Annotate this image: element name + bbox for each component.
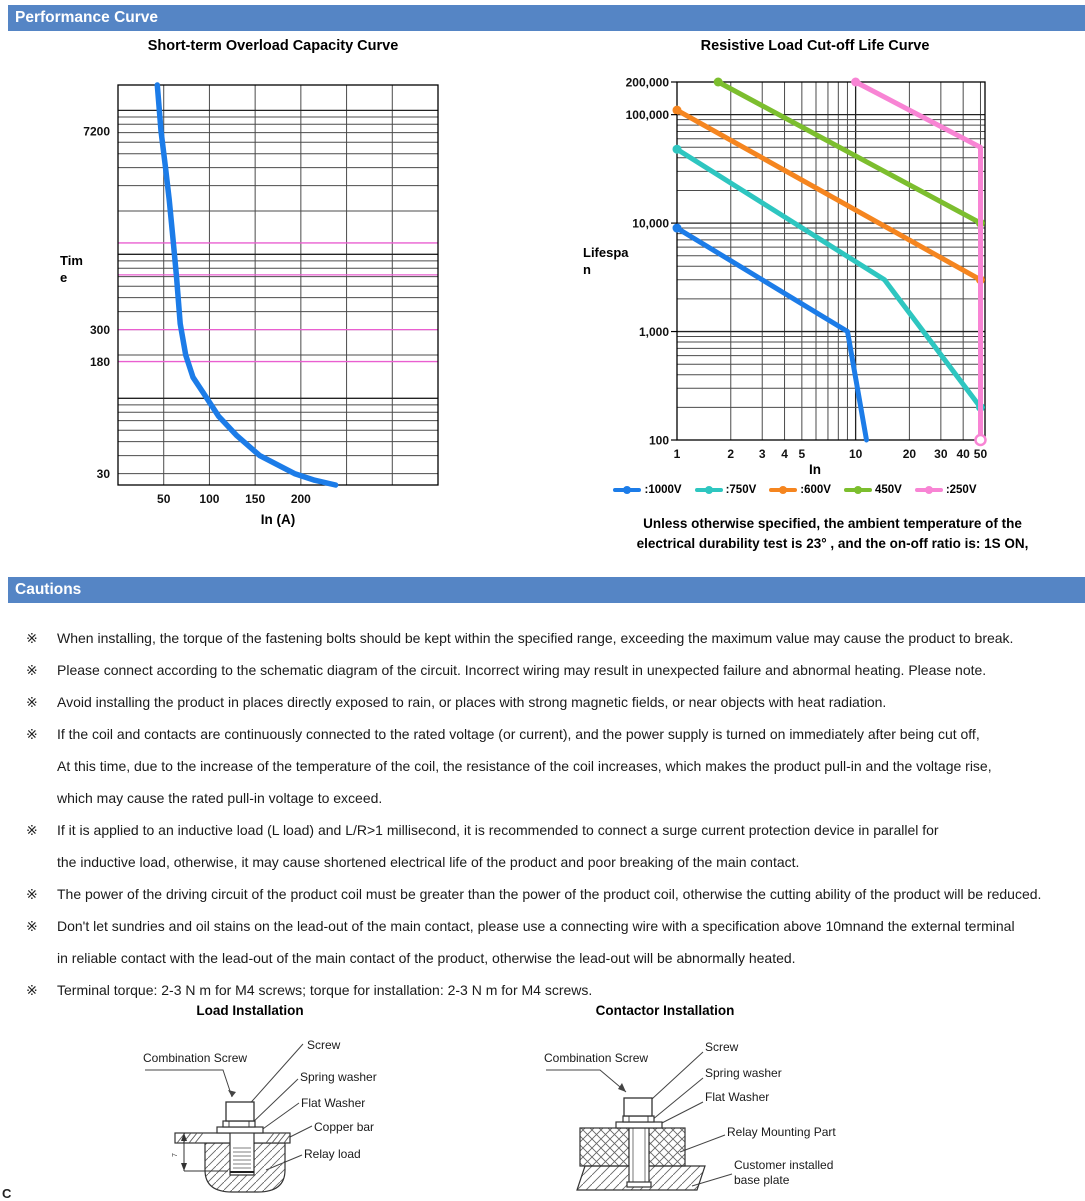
- overload-y-axis-label: Tim e: [60, 253, 83, 285]
- mounting-block-right: [648, 1128, 685, 1166]
- legend-label-450V: 450V: [874, 484, 902, 496]
- legend-item-600V: [769, 484, 831, 496]
- legend-item-450V: [844, 484, 902, 496]
- contactor-screw-head-shape: [624, 1098, 652, 1116]
- y-tick-label: 100: [648, 433, 669, 448]
- contactor-screw-label: Screw: [705, 1040, 739, 1054]
- legend-dot: [925, 486, 933, 494]
- load-combination-screw-label: Combination Screw: [143, 1051, 248, 1065]
- caution-row-6: [18, 782, 1080, 814]
- contactor-relay-mounting-part-label: Relay Mounting Part: [727, 1125, 836, 1139]
- caution-row-9: [18, 878, 1080, 910]
- load-installation-title: Load Installation: [196, 1003, 304, 1018]
- cautions-section-title: Cautions: [15, 581, 82, 598]
- life-chart-legend: [560, 484, 1030, 496]
- legend-marker-750V: [695, 484, 723, 496]
- performance-curve-section-title: Performance Curve: [15, 9, 159, 26]
- caution-row-4: [18, 718, 1080, 750]
- caution-marker: ※: [26, 725, 38, 742]
- caution-row-3: [18, 686, 1080, 718]
- legend-dot: [854, 486, 862, 494]
- caution-text: which may cause the rated pull-in voltage to exceed.: [57, 790, 383, 806]
- life-x-axis-label: In: [809, 462, 821, 477]
- caution-row-11: [18, 942, 1080, 974]
- x-tick-label: 150: [245, 492, 266, 506]
- caution-marker: ※: [26, 885, 38, 902]
- caution-marker: ※: [26, 661, 38, 678]
- life-y-axis-label: Lifespa n: [583, 245, 629, 277]
- series-600V-start-marker: [673, 106, 682, 115]
- contactor-customer-installed-label-line2: base plate: [734, 1173, 790, 1187]
- caution-row-7: [18, 814, 1080, 846]
- load-installation-diagram: [120, 1022, 460, 1201]
- load-relay-load-label: Relay load: [304, 1147, 361, 1161]
- x-tick-label: 1: [673, 447, 681, 461]
- series-250V-start-marker: [851, 78, 860, 87]
- legend-label-600V: :600V: [800, 484, 831, 496]
- caution-row-1: [18, 622, 1080, 654]
- durability-note: [560, 514, 1085, 554]
- performance-curve-section-header: [8, 5, 1085, 31]
- legend-marker-250V: [915, 484, 943, 496]
- series-1000V-start-marker: [673, 224, 682, 233]
- screw-head-shape: [226, 1102, 254, 1121]
- x-tick-label: 10: [848, 447, 863, 461]
- caution-row-12: [18, 974, 1080, 1006]
- y-tick-label: 7200: [83, 124, 110, 139]
- caution-marker: ※: [26, 981, 38, 998]
- x-tick-label: 20: [902, 447, 917, 461]
- life-chart: [560, 60, 1030, 490]
- caution-text: If the coil and contacts are continuously connected to the rated voltage (or current), and the power supply is turned on immediately after being cut off,: [57, 726, 980, 742]
- legend-label-1000V: :1000V: [644, 484, 682, 496]
- caution-text: Avoid installing the product in places directly exposed to rain, or places with strong magnetic fields, or near objects with heat radiation.: [57, 694, 887, 710]
- caution-row-8: [18, 846, 1080, 878]
- next-section-partial-text: C: [2, 1186, 12, 1201]
- caution-row-5: [18, 750, 1080, 782]
- x-tick-label: 4: [781, 447, 788, 461]
- caution-text: the inductive load, otherwise, it may cause shortened electrical life of the product and poor breaking of the main contact.: [57, 854, 800, 870]
- caution-marker: ※: [26, 693, 38, 710]
- combination-screw-arrowhead: [228, 1090, 236, 1097]
- contactor-installation-title: Contactor Installation: [595, 1003, 735, 1018]
- x-tick-label: 3: [758, 447, 766, 461]
- spring-washer-shape: [223, 1121, 255, 1127]
- caution-text: Please connect according to the schematic diagram of the circuit. Incorrect wiring may result in unexpected failure and abnormal heating. Please note.: [57, 662, 987, 678]
- contactor-flat-washer-label: Flat Washer: [705, 1090, 770, 1104]
- durability-note-line2: electrical durability test is 23° , and the on-off ratio is: 1S ON,: [636, 536, 1029, 551]
- contactor-flat-washer-shape: [616, 1122, 662, 1128]
- plot-background: [118, 85, 438, 485]
- caution-text: The power of the driving circuit of the product coil must be greater than the power of the product coil, otherwise the cutting ability of the product will be reduced.: [57, 886, 1042, 902]
- legend-dot: [623, 486, 631, 494]
- contactor-combination-screw-label: Combination Screw: [544, 1051, 649, 1065]
- legend-label-750V: :750V: [725, 484, 757, 496]
- caution-text: If it is applied to an inductive load (L load) and L/R>1 millisecond, it is recommended to connect a surge current protection device in parallel for: [57, 822, 939, 838]
- x-tick-label: 2: [727, 447, 735, 461]
- caution-text: in reliable contact with the lead-out of the main contact of the product, otherwise the lead-out will be abnormally heated.: [57, 950, 796, 966]
- caution-row-2: [18, 654, 1080, 686]
- series-450V-start-marker: [714, 78, 723, 87]
- x-tick-label: 40: [956, 447, 970, 461]
- x-tick-label: 100: [199, 492, 220, 506]
- bolt-shaft: [230, 1132, 254, 1175]
- contactor-spring-washer-label: Spring washer: [705, 1066, 782, 1080]
- cautions-list: [18, 622, 1080, 1006]
- caution-text: When installing, the torque of the fastening bolts should be kept within the specified range, exceeding the maximum value may cause the product to break.: [57, 630, 1014, 646]
- legend-item-250V: [915, 484, 977, 496]
- dimension-label: 7: [172, 1153, 179, 1157]
- y-tick-label: 200,000: [625, 75, 669, 90]
- x-tick-label: 30: [934, 447, 948, 461]
- series-250V-end-marker: [975, 435, 985, 445]
- legend-marker-450V: [844, 484, 872, 496]
- load-flat-washer-label: Flat Washer: [301, 1096, 366, 1110]
- overload-chart-title: Short-term Overload Capacity Curve: [147, 38, 399, 54]
- contactor-spring-washer-shape: [623, 1116, 654, 1122]
- legend-marker-600V: [769, 484, 797, 496]
- overload-chart: [40, 60, 470, 530]
- dimension-arrow-bottom: [181, 1163, 187, 1171]
- caution-text: Don't let sundries and oil stains on the lead-out of the main contact, please use a connecting wire with a specification above 10mnand the external terminal: [57, 918, 1015, 934]
- durability-note-line1: Unless otherwise specified, the ambient temperature of the: [643, 516, 1022, 531]
- x-tick-label: 200: [290, 492, 311, 506]
- caution-marker: ※: [26, 629, 38, 646]
- legend-dot: [779, 486, 787, 494]
- load-spring-washer-label: Spring washer: [300, 1070, 377, 1084]
- y-tick-label: 180: [89, 355, 110, 370]
- caution-row-10: [18, 910, 1080, 942]
- caution-marker: ※: [26, 917, 38, 934]
- legend-dot: [705, 486, 713, 494]
- series-750V-start-marker: [673, 145, 682, 154]
- life-chart-title: Resistive Load Cut-off Life Curve: [700, 38, 930, 54]
- caution-text: At this time, due to the increase of the temperature of the coil, the resistance of the coil increases, which makes the product pull-in and the voltage rise,: [57, 758, 992, 774]
- y-tick-label: 300: [89, 323, 110, 338]
- legend-label-250V: :250V: [945, 484, 977, 496]
- y-tick-label: 30: [96, 467, 110, 482]
- cautions-section-header: [8, 577, 1085, 603]
- x-tick-label: 5: [798, 447, 806, 461]
- contactor-bolt-shaft: [629, 1128, 649, 1186]
- x-tick-label: 50: [157, 492, 171, 506]
- x-tick-label: 50: [973, 447, 988, 461]
- y-tick-label: 100,000: [625, 108, 669, 123]
- mounting-block-left: [580, 1128, 629, 1166]
- contactor-customer-installed-label-line1: Customer installed: [734, 1158, 834, 1172]
- load-copper-bar-label: Copper bar: [314, 1120, 375, 1134]
- y-tick-label: 10,000: [632, 216, 669, 231]
- contactor-combination-arrowhead: [618, 1083, 626, 1092]
- contactor-bolt-end: [627, 1182, 651, 1187]
- legend-item-1000V: [613, 484, 681, 496]
- load-screw-label: Screw: [307, 1038, 341, 1052]
- caution-marker: ※: [26, 821, 38, 838]
- y-tick-label: 1,000: [638, 325, 669, 340]
- overload-x-axis-label: In (A): [260, 512, 296, 527]
- legend-marker-1000V: [613, 484, 641, 496]
- legend-item-750V: [695, 484, 757, 496]
- caution-text: Terminal torque: 2-3 N m for M4 screws; torque for installation: 2-3 N m for M4 screws.: [57, 982, 593, 998]
- flat-washer-shape: [217, 1127, 263, 1133]
